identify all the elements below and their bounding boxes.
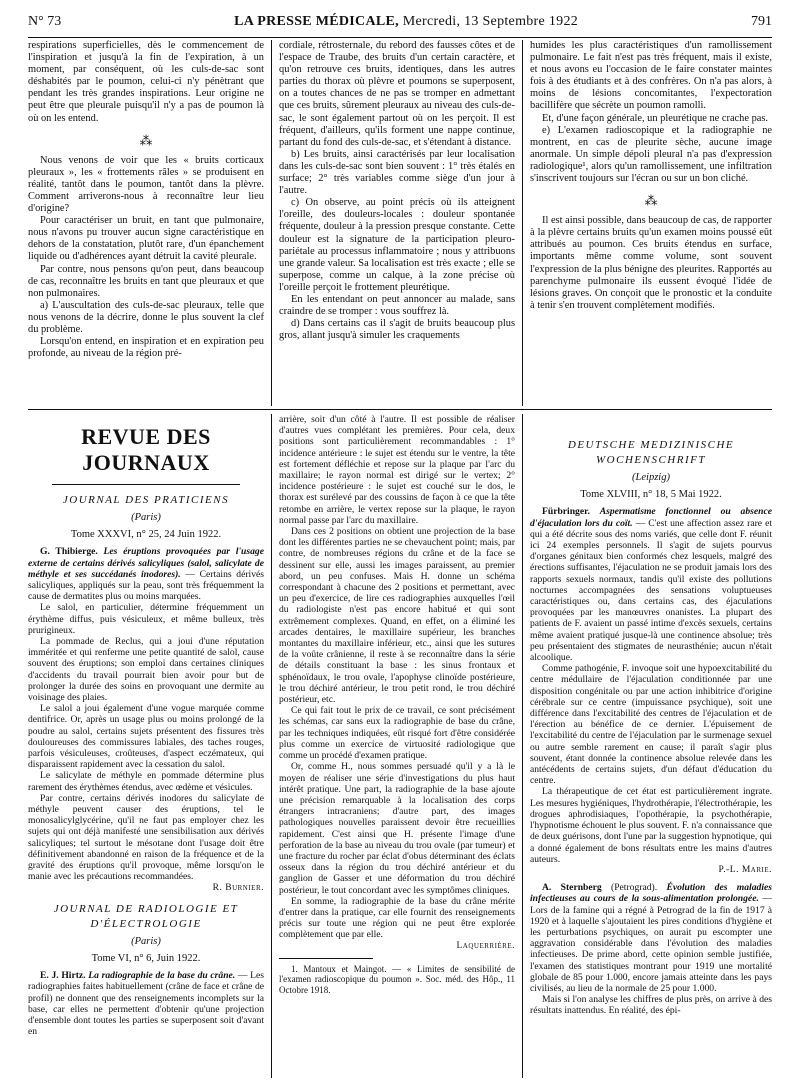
journal-city: (Paris) — [131, 512, 161, 523]
journal-city: (Paris) — [131, 935, 161, 947]
reviewer-signature: R. Burnier. — [212, 882, 264, 893]
top-column-3 — [530, 40, 772, 406]
paragraph: Comme pathogénie, F. invoque soit une hypoexcitabilité du centre médullaire de l'éjaculation conditionnée par une disposition congénitale ou par une action inhibitrice d'origine cérébrale sur ce centre (impuissance psychique), soit une différence dans l'excitabilité des centres de l'éjaculation et de l'érection au bénéfice de ce dernier. L'épuisement de l'excitabilité du centre de l'éjaculation par le surmenage sexuel ou autre semble rarement en cause; il paraît s'agir plus souvent, étant donnée la continence absolue relevée dans les antécédents de certains sujets, d'un défaut d'éducation du centre. — [530, 663, 772, 787]
paragraph: Le salicylate de méthyle en pommade détermine plus rarement des érythèmes étendus, avec œdème et vésicules. — [28, 770, 264, 793]
column-divider — [271, 40, 272, 406]
reviewer-signature: Laquerrière. — [456, 940, 515, 951]
journal-title: JOURNAL DES PRATICIENS — [62, 494, 230, 506]
paragraph: Par contre, nous pensons qu'on peut, dans beaucoup de cas, reconnaître les bruits en tant que pleuraux et que non pulmonaires. — [28, 263, 264, 299]
column-divider — [522, 414, 523, 1078]
bottom-column-1 — [28, 414, 264, 1078]
bottom-column-2 — [279, 414, 515, 1078]
section-title: REVUE DES JOURNAUX — [81, 424, 211, 475]
paragraph: En somme, la radiographie de la base du crâne mérite d'entrer dans la pratique, car elle fournit des renseignements précis sur toute une région qui ne peut être explorée complètement que par elle. — [279, 895, 515, 941]
paragraph: La thérapeutique de cet état est particulièrement ingrate. Les mesures hygiéniques, l'hydrothérapie, l'électrothérapie, les drogues aphrodisiaques, l'opothérapie, la psychothérapie, l'hypnotisme échouent le plus souvent. F. n'a connaissance que de deux guérisons, dont l'une par la suggestion hypnotique, qui a donné également de bons résultats entre les mains d'autres auteurs. — [530, 786, 772, 865]
journal-title: DEUTSCHE MEDIZINISCHE WOCHENSCHRIFT — [567, 439, 735, 466]
article-abstract — [28, 546, 264, 602]
masthead — [234, 14, 578, 30]
article-title: Évolution des maladies infectieuses au cours de la sous-alimentation prolongée. — [530, 882, 772, 905]
article-title: Les éruptions provoquées par l'usage externe de certains dérivés salicyliques (salol, salicylate de méthyle et ses succédanés inodores). — [28, 546, 264, 580]
article-text: — Certains dérivés salicyliques, appliqués sur la peau, sont très fréquemment la cause de dermatites plus ou moins marquées. — [28, 568, 264, 603]
column-divider — [522, 40, 523, 406]
article-abstract — [28, 970, 264, 1037]
article-author: Fürbringer. — [542, 506, 590, 518]
journal-title: JOURNAL DE RADIOLOGIE ET D'ÉLECTROLOGIE — [53, 902, 239, 930]
paragraph: Par contre, certains dérivés inodores du salicylate de méthyle peuvent causer des éruptions, tel le monosalicylglycérine, qu'il ne faut pas employer chez les sujets qui ont déjà manifesté une sensibilisation aux dérivés salicyliques; tel surtout le mésotane dont l'usage doit être définitivement abandonné en raison de la fréquence et de la gravité des éruptions qu'il provoque, même lorsqu'on le manie avec les précautions recommandées. — [28, 792, 264, 883]
article-title: Aspermatisme fonctionnel ou absence d'éjaculation lors du coït. — [530, 506, 772, 529]
article-text: — Les radiographies faites habituellement (crâne de face et crâne de profil) ne donnent que des renseignements incomplets sur la base, car elles ne permettent d'obtenir qu'une projection d'ensemble dont toutes les parties se superposent soit d'avant en — [28, 970, 264, 1038]
paragraph: Il est ainsi possible, dans beaucoup de cas, de rapporter à la plèvre certains bruits qu'un examen moins poussé eût attribués au poumon. Ces bruits étendus en surface, importants même comme volume, sont souvent l'expression de la plus bénigne des pleurites. Rapportés au parenchyme pulmonaire ils eussent évoqué l'idée de lésions graves. On conçoit que le pronostic et la conduite à tenir s'en trouvent complètement modifiés. — [530, 215, 772, 311]
journal-city: (Leipzig) — [632, 472, 670, 483]
paragraph: Dans ces 2 positions on obtient une projection de la base dont les différentes parties ne se chevauchent point; mais, par contre, de nombreuses régions du crâne et de la face se dessinent sur elle, aussi les images paraissent, au premier abord, un peu confuses. Mais H. donne un schéma correspondant à chacune des 2 positions et permettant, avec un peu d'exercice, de lire ces radiographies auxquelles l'œil du radiologiste n'est pas encore habitué et qui sont extrêmement complexes. Quand, en effet, on a éliminé les arcades dentaires, le maxillaire supérieur, les branches montantes du maxillaire inférieur, etc., ainsi que les sutures de la voûte crânienne, il reste à se reconnaître dans la série de détails constituant la base : les sinus frontaux et sphénoïdaux, le trou ovale, l'apophyse clinoïde postérieure, le trou déchiré antérieur, le trou petit rond, le trou déchiré postérieur, etc. — [279, 526, 515, 706]
issue-date: Mercredi, 13 Septembre 1922 — [402, 14, 579, 29]
paragraph: a) L'auscultation des culs-de-sac pleuraux, telle que nous venons de la décrire, donne le plus souvent la clef du problème. — [28, 299, 264, 335]
top-column-2 — [279, 40, 515, 406]
title-rule — [52, 484, 241, 485]
issue-number: N° 73 — [28, 14, 62, 29]
footnote-rule — [279, 958, 373, 959]
paragraph: En les entendant on peut annoncer au malade, sans craindre de se tromper : vous souffrez là. — [279, 293, 515, 318]
paragraph: arrière, soit d'un côté à l'autre. Il est possible de réaliser d'autres vues complétant les premières. Pour cela, deux positions sont particulièrement recommandables : 1° incidence antérieure : le sujet est étendu sur le ventre, la tête est fortement défléchie et repose sur la plaque par l'arc du maxillaire; le rayon normal est dirigé sur le vertex; 2° incidence postérieure : le sujet est couché sur le dos, le thorax est surélevé par des coussins de façon à ce que la tête retombe en arrière, le vertex repose sur la plaque, le rayon normal passe par l'arc du maxillaire. — [279, 414, 515, 526]
section-rule — [28, 409, 772, 410]
article-abstract — [530, 882, 772, 994]
paragraph: c) On observe, au point précis où ils atteignent l'oreille, des douleurs-locales : douleur spontanée fréquente, douleur à la pression presque constante. Cette douleur est la signature de la participation pleuro-pariétale au processus inflammatoire ; nous y attribuons une grande valeur. Sa localisation est très exacte ; elle se superpose, comme un calque, à la zone précise où l'oreille perçoit le frottement pleurétique. — [279, 197, 515, 293]
reviewer-signature: P.-L. Marie. — [718, 864, 772, 875]
section-separator: ⁂ — [139, 132, 153, 148]
bottom-column-3 — [530, 414, 772, 1078]
article-author: E. J. Hirtz. — [40, 970, 86, 982]
paragraph: Pour caractériser un bruit, en tant que pulmonaire, nous n'avons pu trouver aucun signe caractéristique en dehors de la constatation, plutôt rare, d'un épanchement liquide ou d'adhérences ayant détruit la cavité pleurale. — [28, 215, 264, 263]
journal-name: LA PRESSE MÉDICALE, — [234, 14, 399, 29]
footnote: 1. Mantoux et Maingot. — « Limites de sensibilité de l'examen radioscopique du poumon ». Soc. méd. des Hôp., 11 Octobre 1918. — [279, 963, 515, 995]
paragraph: Lorsqu'on entend, en inspiration et en expiration peu profonde, au niveau de la région pré- — [28, 336, 264, 360]
page-number: 791 — [750, 14, 772, 29]
article-title: La radiographie de la base du crâne. — [88, 970, 236, 982]
journal-issue: Tome VI, n° 6, Juin 1922. — [91, 952, 201, 964]
paragraph: Ce qui fait tout le prix de ce travail, ce sont précisément les schémas, car sans eux la radiographie de base du crâne, par les techniques indiquées, eût risqué fort d'être considérée plus comme un exercice de virtuosité radiologique que comme un procédé d'examen pratique. — [279, 705, 515, 762]
article-author: A. Sternberg — [542, 882, 602, 894]
paragraph: respirations superficielles, dès le commencement de l'inspiration et jusqu'à la fin de l'expiration, à un moment, par conséquent, où les culs-de-sac sont déshabités par le poumon, celui-ci n'y pénètrant que pendant les très grandes inspirations. Leur origine ne peut être que pleurale puisqu'il n'y a pas de poumon là où on les entend. — [28, 40, 264, 124]
journal-issue: Tome XXXVI, n° 25, 24 Juin 1922. — [70, 529, 222, 541]
article-author: G. Thibierge. — [40, 546, 98, 558]
paragraph: Or, comme H., nous sommes persuadé qu'il y a là le moyen de réaliser une série d'investigations du plus haut intérêt pratique. Une part, la radiographie de la base ajoute une précision remarquable à la localisation des corps étrangers intracraniens; d'autre part, des images pathologiques nouvelles paraissent devoir être recueillies rapidement. C'est ainsi que H. présente l'image d'une perforation de la base au niveau du trou ovale (par tumeur) et une fracture du rocher par éclat d'obus déterminant des éclats osseux dans la région du trou déchiré antérieur et du ganglion de Gasser et une déformation du trou déchiré postérieur, le tout concordant avec les symptômes cliniques. — [279, 761, 515, 896]
paragraph: humides les plus caractéristiques d'un ramollissement pulmonaire. Le fait n'est pas très fréquent, mais il existe, et nous avons eu l'occasion de le faire constater maintes fois à des étudiants et à des confrères. On n'a pas alors, à moins de lésions concomitantes, l'expectoration bacillifère que sécrète un poumon ramolli. — [530, 40, 772, 112]
paragraph: Le salol, en particulier, détermine fréquemment un érythème diffus, puis vésiculeux, et même bulleux, très prurigineux. — [28, 602, 264, 636]
article-text: — Lors de la famine qui a régné à Petrograd de la fin de 1917 à 1920 et à laquelle s'ajoutaient les pires conditions d'hygiène et les perturbations psychiques, on aurait pu escompter une aggravation considérable dans l'évolution des maladies infectieuses. De prime abord, cette opinion semble justifiée, l'examen des statistiques montrant pour 1919 une mortalité globale de 85 pour 1.000, encore jamais atteinte dans les pays civilisés, au lieu de la normale de 25 pour 1.000. — [530, 893, 772, 994]
page-header — [28, 14, 772, 38]
paragraph: e) L'examen radioscopique et la radiographie ne montrent, en cas de pleurite sèche, aucune image anormale. Un simple dépoli pleural n'a pas d'expression radiologique¹, alors qu'un ramollissement, une infiltration s'inscrivent toujours sur l'écran ou sur un bon cliché. — [530, 124, 772, 185]
paragraph: La pommade de Reclus, qui a joui d'une réputation imméritée et qui renferme une petite quantité de salol, cause souvent des éruptions; son emploi dans certaines cliniques d'accidents du travail pourrait bien avoir pour but de prolonger la durée des soins en provoquant une dermite au voisinage des plaies. — [28, 636, 264, 704]
paragraph: cordiale, rétrosternale, du rebord des fausses côtes et de l'espace de Traube, des bruits d'un certain caractère, et qu'on retrouve ces bruits, identiques, dans les autres parties du thorax où plèvre et poumons se superposent, on a toutes chances de ne pas se tromper en admettant que ces bruits, sûrement pleuraux au niveau des culs-de-sac, le sont également partout où on les perçoit. Il est fréquent, d'ailleurs, qu'ils forment une nappe continue, partant du fond des culs-de-sac, et s'étendant à distance. — [279, 40, 515, 148]
paragraph: Mais si l'on analyse les chiffres de plus près, on arrive à des résultats inattendus. En réalité, des épi- — [530, 994, 772, 1017]
top-column-1 — [28, 40, 264, 406]
paragraph: d) Dans certains cas il s'agit de bruits beaucoup plus gros, allant jusqu'à simuler les craquements — [279, 318, 515, 342]
journal-issue: Tome XLVIII, n° 18, 5 Mai 1922. — [580, 489, 722, 501]
paragraph: b) Les bruits, ainsi caractérisés par leur localisation dans les culs-de-sac sont bien souvent : 1° très étalés en surface; 2° très variables comme siège d'un jour à l'autre. — [279, 148, 515, 197]
paragraph: Et, d'une façon générale, un pleurétique ne crache pas. — [542, 112, 769, 124]
article-author-city: (Petrograd). — [611, 882, 658, 894]
paragraph: Le salol a joui également d'une vogue marquée comme dentifrice. Or, après un usage plus ou moins prolongé de la poudre au salol, certains sujets présentent des fissures très douloureuses des commissures labiales, des taches rouges, parfois vésiculeuses, croûteuses, d'aspect eczémateux, qui disparaissent rapidement avec la cessation du salol. — [28, 703, 264, 771]
section-separator: ⁂ — [644, 193, 658, 209]
article-text: — C'est une affection assez rare et qui a été décrite sous des noms variés, que celle dont F. réunit ici 24 exemples personnels. Il s'agit de sujets pourvus d'organes génitaux bien conformés chez lesquels, malgré des érections suffisantes, l'éjaculation ne se produit jamais lors des rapports sexuels normaux, tandis qu'il existe des pollutions nocturnes accompagnées des sensations voluptueuses caractéristiques ou, dans certains cas, des éjaculations provoquées par les manœuvres onanistes. La plupart des patients de F. avaient un passé intime d'excès sexuels, certains même avaient pratiqué jusque-là une continence absolue; très peu présentaient des stigmates de neurasthénie; aucun n'était alcoolique. — [530, 517, 772, 664]
paragraph: Nous venons de voir que les « bruits corticaux pleuraux », les « frottements râles » se produisent en réalité, tantôt dans le poumon, tantôt dans la plèvre. Comment arriverons-nous à reconnaître leur lieu d'origine? — [28, 154, 264, 215]
article-abstract — [530, 506, 772, 663]
column-divider — [271, 414, 272, 1078]
